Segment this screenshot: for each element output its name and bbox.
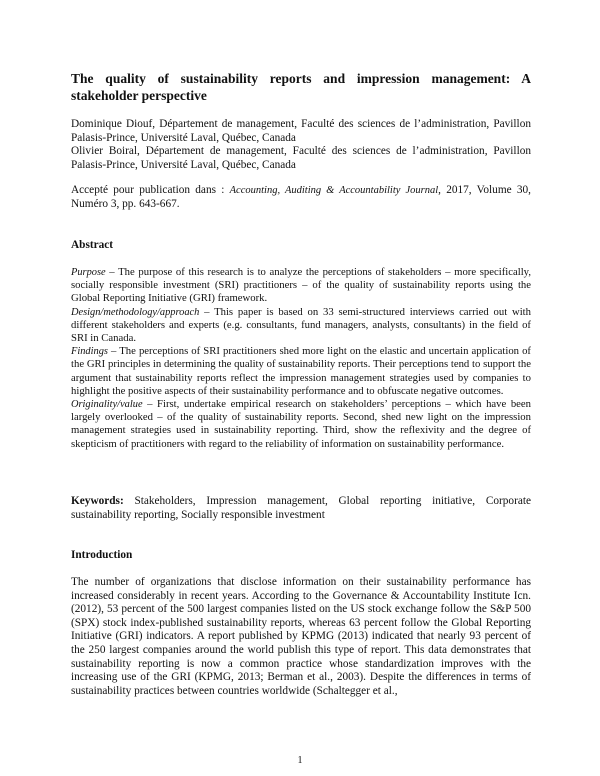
page-number: 1	[297, 755, 303, 766]
publication-note	[71, 184, 531, 211]
abstract-label: Originality/value	[71, 399, 143, 411]
publication-prefix: Accepté pour publication dans :	[71, 184, 230, 196]
abstract-label: Design/methodology/approach	[71, 306, 200, 318]
abstract-text: – The purpose of this research is to analyze the perceptions of stakeholders – more specifically, socially responsible investment (SRI) practitioners – of the quality of sustainability reports using the Global Reporting Initiative (GRI) framework.	[71, 266, 531, 305]
abstract-text: – First, undertake empirical research on stakeholders’ perceptions – which have been largely overlooked – of the quality of sustainability reports. Second, shed new light on the impression management strategies used in sustainability reporting. Third, show the reflexivity and the degree of skepticism of practitioners with regard to the reliability of information on sustainability performance.	[71, 398, 531, 450]
abstract-originality	[71, 398, 531, 451]
keywords-text: Stakeholders, Impression management, Global reporting initiative, Corporate sustainability reporting, Socially responsible investment	[71, 495, 531, 521]
abstract-label: Purpose	[71, 267, 106, 278]
abstract-design	[71, 306, 531, 346]
author-affiliation-2: Olivier Boiral, Département de management, Faculté des sciences de l’administration, Pavillon Palasis-Prince, Université Laval, Québec, Canada	[71, 145, 531, 171]
abstract-text: – This paper is based on 33 semi-structured interviews carried out with different stakeholders and experts (e.g. consultants, fund managers, analysts, consultants) in the field of SRI in Canada.	[71, 305, 531, 345]
introduction-heading: Introduction	[71, 549, 133, 561]
paper-title: The quality of sustainability reports and impression management: A stakeholder perspective	[71, 71, 531, 103]
abstract-text: – The perceptions of SRI practitioners shed more light on the elastic and uncertain application of the GRI principles in determining the quality of sustainability reports. Their perceptions tend to support the argument that sustainability reports reflect the impression management strategies used by companies to highlight the positive aspects of their sustainability performance and to obfuscate negative outcomes.	[71, 345, 531, 397]
author-list	[71, 118, 531, 172]
abstract-heading: Abstract	[71, 239, 114, 251]
abstract-body	[71, 266, 531, 451]
abstract-label: Findings	[71, 346, 108, 358]
abstract-findings	[71, 345, 531, 398]
publication-details: , 2017, Volume 30, Numéro 3, pp. 643-667.	[71, 184, 531, 210]
introduction-text: The number of organizations that disclose information on their sustainability performance has increased considerably in recent years. According to the Governance & Accountability Institute Icn. (2012), 53 percent of the 500 largest companies listed on the US stock exchange follow the S&P 500 (SPX) stock index-published sustainability reports, whereas 63 percent follow the Global Reporting Initiative (GRI) indicators. A report published by KPMG (2013) indicated that nearly 93 percent of the 250 largest companies around the world publish this type of report. This data demonstrates that sustainability reporting is now a common practice whose standardization improves with the increasing use of the GRI (KPMG, 2013; Berman et al., 2003). Despite the differences in terms of sustainability practices between countries worldwide (Schaltegger et al.,	[71, 576, 531, 697]
keywords	[71, 495, 531, 522]
author-affiliation-1: Dominique Diouf, Département de management, Faculté des sciences de l’administration, Pavillon Palasis-Prince, Université Laval, Québec, Canada	[71, 118, 531, 144]
journal-name: Accounting, Auditing & Accountability Journal	[229, 185, 439, 196]
keywords-label: Keywords:	[71, 495, 124, 507]
abstract-purpose	[71, 266, 531, 306]
